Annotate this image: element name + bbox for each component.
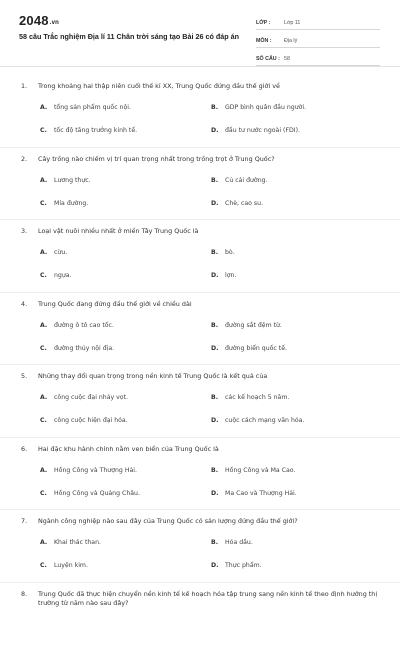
option-b[interactable] [211,104,306,111]
logo-text: 2048 [19,13,49,28]
option-letter: C. [40,272,54,279]
meta-count [256,52,380,66]
question-text: Hai đặc khu hành chính nằm ven biển của Trung Quốc là [38,445,383,454]
option-c[interactable] [40,562,88,569]
option-text: Mía đường. [54,200,88,207]
option-letter: D. [211,417,225,424]
question-item [0,220,400,293]
question-item [0,510,400,583]
option-letter: B. [211,104,225,111]
option-letter: A. [40,104,54,111]
meta-value: Lớp 11 [284,20,300,26]
option-d[interactable] [211,127,300,134]
option-a[interactable] [40,539,101,546]
question-number: 8. [21,590,27,598]
option-text: Chè, cao su. [225,200,263,207]
meta-key: LỚP : [256,20,284,26]
option-letter: D. [211,490,225,497]
question-list [0,75,400,654]
question-number: 2. [21,155,27,163]
option-letter: D. [211,345,225,352]
option-text: Lương thực. [54,177,91,184]
option-letter: A. [40,394,54,401]
option-b[interactable] [211,322,282,329]
option-d[interactable] [211,200,263,207]
question-number: 6. [21,445,27,453]
option-letter: A. [40,539,54,546]
question-item [0,438,400,511]
site-logo[interactable] [19,13,59,28]
option-b[interactable] [211,249,235,256]
option-a[interactable] [40,322,114,329]
document-title: 58 câu Trắc nghiệm Địa lí 11 Chân trời sáng tạo Bài 26 có đáp án [19,32,241,42]
header-divider [0,66,400,67]
option-text: ngựa. [54,272,72,279]
option-letter: C. [40,200,54,207]
option-letter: D. [211,562,225,569]
option-a[interactable] [40,394,128,401]
option-letter: C. [40,345,54,352]
option-text: đường ô tô cao tốc. [54,322,114,329]
option-c[interactable] [40,127,137,134]
option-a[interactable] [40,249,67,256]
question-number: 4. [21,300,27,308]
option-d[interactable] [211,562,262,569]
option-a[interactable] [40,177,91,184]
option-b[interactable] [211,467,295,474]
option-d[interactable] [211,272,236,279]
option-text: Khai thác than. [54,539,101,546]
option-c[interactable] [40,200,88,207]
question-item [0,365,400,438]
option-c[interactable] [40,417,128,424]
option-letter: A. [40,322,54,329]
option-a[interactable] [40,467,137,474]
question-number: 5. [21,372,27,380]
meta-key: MÔN : [256,38,284,44]
option-letter: B. [211,322,225,329]
option-c[interactable] [40,345,114,352]
option-text: Hồng Công và Quảng Châu. [54,490,140,497]
option-letter: A. [40,249,54,256]
option-b[interactable] [211,177,268,184]
question-number: 1. [21,82,27,90]
question-item [0,293,400,366]
option-text: cừu. [54,249,67,256]
option-b[interactable] [211,394,289,401]
document-header [0,0,400,66]
option-d[interactable] [211,417,304,424]
option-text: Hồng Công và Thượng Hải. [54,467,137,474]
option-letter: B. [211,467,225,474]
question-text: Những thay đổi quan trọng trong nền kinh tế Trung Quốc là kết quả của [38,372,383,381]
option-c[interactable] [40,490,140,497]
question-text: Trong khoảng hai thập niên cuối thế kỉ XX, Trung Quốc đứng đầu thế giới về [38,82,383,91]
option-letter: C. [40,490,54,497]
option-text: Luyện kim. [54,562,88,569]
option-text: đường biển quốc tế. [225,345,287,352]
question-text: Trung Quốc đã thực hiện chuyển nền kinh tế kế hoạch hóa tập trung sang nền kinh tế theo định hướng thị trường từ năm nào sau đây? [38,590,383,608]
option-text: đường thủy nội địa. [54,345,114,352]
question-text: Ngành công nghiệp nào sau đây của Trung Quốc có sản lượng đứng đầu thế giới? [38,517,383,526]
option-text: bò. [225,249,235,256]
option-text: Hóa dầu. [225,539,253,546]
meta-value: Địa lý [284,38,297,44]
option-letter: D. [211,127,225,134]
option-c[interactable] [40,272,72,279]
option-letter: A. [40,467,54,474]
question-text: Loại vật nuôi nhiều nhất ở miền Tây Trung Quốc là [38,227,383,236]
question-number: 3. [21,227,27,235]
option-a[interactable] [40,104,131,111]
option-text: GDP bình quân đầu người. [225,104,306,111]
question-item [0,148,400,221]
option-letter: C. [40,417,54,424]
logo-suffix: .vn [50,20,59,26]
question-number: 7. [21,517,27,525]
option-text: đường sắt đệm từ. [225,322,282,329]
option-text: Ma Cao và Thượng Hải. [225,490,297,497]
option-text: các kế hoạch 5 năm. [225,394,289,401]
option-letter: D. [211,200,225,207]
option-letter: C. [40,562,54,569]
option-letter: D. [211,272,225,279]
option-text: tổng sản phẩm quốc nội. [54,104,131,111]
option-text: lợn. [225,272,236,279]
question-item [0,583,400,654]
option-text: Thực phẩm. [225,562,262,569]
option-text: Củ cải đường. [225,177,268,184]
option-letter: B. [211,249,225,256]
option-letter: B. [211,177,225,184]
option-letter: B. [211,394,225,401]
option-text: tốc độ tăng trưởng kinh tế. [54,127,137,134]
document-meta [256,16,380,70]
option-b[interactable] [211,539,253,546]
option-letter: B. [211,539,225,546]
option-text: công cuộc hiện đại hóa. [54,417,128,424]
meta-key: SỐ CÂU : [256,56,284,62]
option-letter: C. [40,127,54,134]
question-item [0,75,400,148]
option-text: Hồng Công và Ma Cao. [225,467,295,474]
meta-value: 58 [284,56,290,62]
option-letter: A. [40,177,54,184]
option-d[interactable] [211,345,287,352]
meta-subject [256,34,380,48]
question-text: Trung Quốc đang đứng đầu thế giới về chiều dài [38,300,383,309]
option-d[interactable] [211,490,297,497]
option-text: cuộc cách mạng văn hóa. [225,417,304,424]
meta-class [256,16,380,30]
option-text: đầu tư nước ngoài (FDI). [225,127,300,134]
option-text: công cuộc đại nhảy vọt. [54,394,128,401]
question-text: Cây trồng nào chiếm vị trí quan trọng nhất trong trồng trọt ở Trung Quốc? [38,155,383,164]
